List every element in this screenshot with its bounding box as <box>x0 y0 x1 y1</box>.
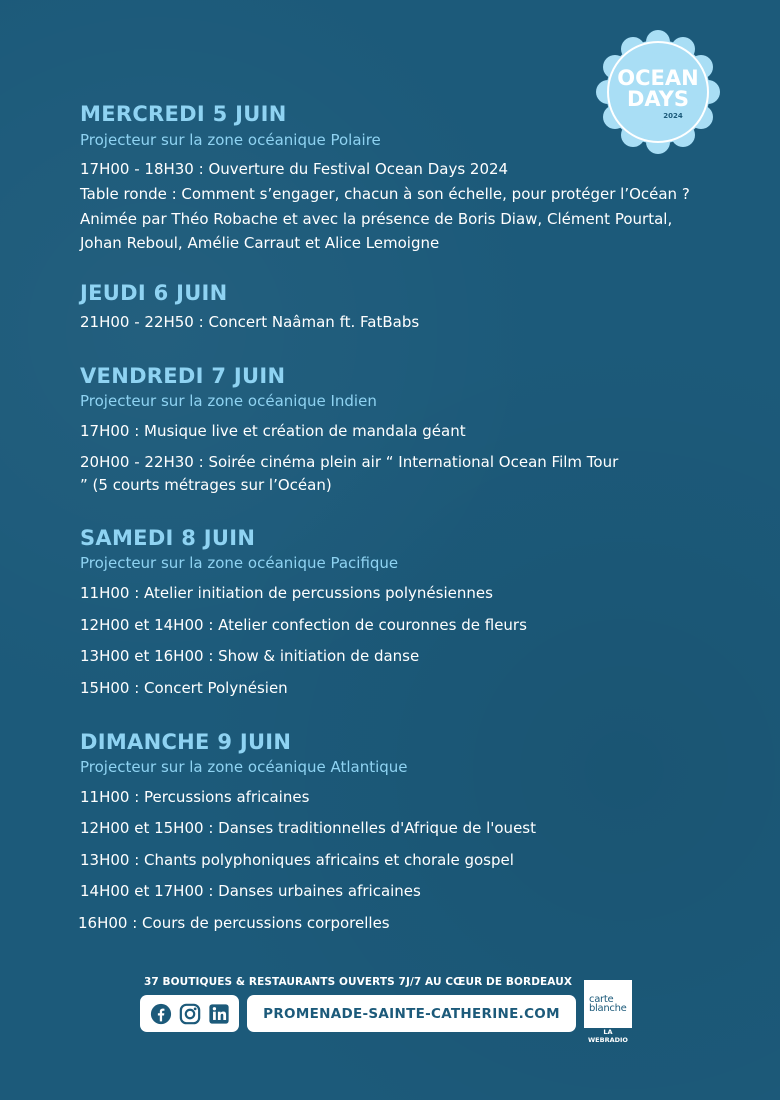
day-title-dimanche: DIMANCHE 9 JUIN <box>80 730 292 754</box>
event-line: 14H00 et 17H00 : Danses urbaines africaines <box>80 882 421 900</box>
website-link[interactable]: PROMENADE-SAINTE-CATHERINE.COM <box>247 995 576 1032</box>
day-title-jeudi: JEUDI 6 JUIN <box>80 281 228 305</box>
day-title-vendredi: VENDREDI 7 JUIN <box>80 364 286 388</box>
event-line: 12H00 et 14H00 : Atelier confection de couronnes de fleurs <box>80 616 527 634</box>
event-line: Johan Reboul, Amélie Carraut et Alice Lemoigne <box>80 234 440 252</box>
event-line: 17H00 - 18H30 : Ouverture du Festival Ocean Days 2024 <box>80 160 509 178</box>
carte-blanche-caption: LA WEBRADIO <box>588 1028 628 1044</box>
day-title-samedi: SAMEDI 8 JUIN <box>80 526 256 550</box>
zone-indien: Projecteur sur la zone océanique Indien <box>80 392 377 410</box>
carte-blanche-line1: carte <box>589 994 614 1005</box>
linkedin-icon[interactable] <box>208 1003 230 1025</box>
event-line: 13H00 : Chants polyphoniques africains et chorale gospel <box>80 851 514 869</box>
event-line: Animée par Théo Robache et avec la présence de Boris Diaw, Clément Pourtal, <box>80 210 673 228</box>
event-line: 11H00 : Percussions africaines <box>80 788 310 806</box>
event-line: 20H00 - 22H30 : Soirée cinéma plein air “ International Ocean Film Tour <box>80 453 619 471</box>
instagram-icon[interactable] <box>179 1003 201 1025</box>
carte-blanche-line2: blanche <box>589 1003 627 1014</box>
zone-pacifique: Projecteur sur la zone océanique Pacifique <box>80 554 399 572</box>
event-line: 15H00 : Concert Polynésien <box>80 679 288 697</box>
facebook-icon[interactable] <box>150 1003 172 1025</box>
logo-line2: DAYS <box>626 87 690 111</box>
event-line: 16H00 : Cours de percussions corporelles <box>78 914 390 932</box>
event-line: 21H00 - 22H50 : Concert Naâman ft. FatBabs <box>80 313 420 331</box>
event-line: 12H00 et 15H00 : Danses traditionnelles d'Afrique de l'ouest <box>80 819 536 837</box>
day-title-mercredi: MERCREDI 5 JUIN <box>80 102 287 126</box>
event-line: 13H00 et 16H00 : Show & initiation de danse <box>80 647 420 665</box>
event-line: 11H00 : Atelier initiation de percussions polynésiennes <box>80 584 493 602</box>
zone-polaire: Projecteur sur la zone océanique Polaire <box>80 131 381 149</box>
event-line: ” (5 courts métrages sur l’Océan) <box>80 476 332 494</box>
social-links <box>140 995 239 1032</box>
zone-atlantique: Projecteur sur la zone océanique Atlantique <box>80 758 408 776</box>
event-line: 17H00 : Musique live et création de mandala géant <box>80 422 466 440</box>
logo-year: 2024 <box>663 112 683 120</box>
carte-blanche-logo <box>584 980 632 1028</box>
event-line: Table ronde : Comment s’engager, chacun à son échelle, pour protéger l’Océan ? <box>80 185 690 203</box>
footer-tagline: 37 BOUTIQUES & RESTAURANTS OUVERTS 7J/7 AU CŒUR DE BORDEAUX <box>143 976 573 988</box>
ocean-days-logo <box>596 30 720 154</box>
logo-line1: OCEAN <box>617 66 699 90</box>
